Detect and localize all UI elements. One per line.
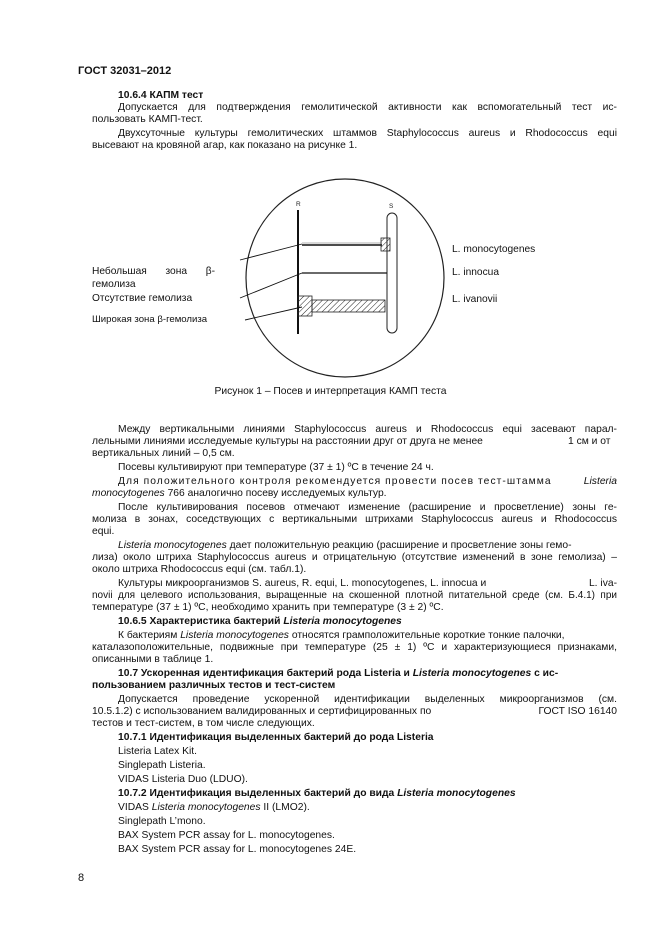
text-run: лельными линиями исследуемые культуры на расстоянии друг от друга не менее — [92, 436, 483, 447]
paragraph-line: около штриха Rhodococcus equi (см. табл.1). — [92, 564, 307, 575]
section-10-6-5-title — [118, 616, 617, 628]
list-item — [118, 802, 617, 814]
paragraph-line: novii для целевого использования, выращенные на скошенной плотной питательной среде (см. Б.4.1) при — [92, 590, 617, 601]
text-run: К бактериям — [118, 630, 181, 641]
streak-label-r: R — [296, 201, 301, 208]
paragraph-line: молиза в зонах, соседствующих с вертикальными штрихами Staphylococcus aureus и Rhodococcus — [92, 514, 617, 525]
petri-dish-outline — [246, 179, 444, 377]
figure-label-ivanovii: L. ivanovii — [452, 294, 498, 305]
section-10-7-title — [118, 668, 617, 680]
paragraph-line: Двухсуточные культуры гемолитических штаммов Staphylococcus aureus и Rhodococcus equi — [118, 128, 617, 139]
list-item: Singlepath Listeria. — [118, 760, 206, 771]
small-hemolysis-zone — [381, 238, 390, 251]
text-run: Для положительного контроля рекомендуется провести посев тест-штамма — [118, 476, 552, 487]
text-run: Listeria monocytogenes — [397, 788, 516, 799]
paragraph-line: equi. — [92, 526, 115, 537]
text-run: Listeria monocytogenes — [283, 616, 402, 627]
text-run: Listeria monocytogenes — [118, 540, 227, 551]
text-run: VIDAS — [118, 802, 152, 813]
text-run: 1 см и от — [568, 436, 611, 447]
figure-label-wide-zone: Широкая зона β-гемолиза — [92, 314, 208, 325]
text-run: 10.6.5 Характеристика бактерий — [118, 616, 284, 627]
paragraph-line: описанными в таблице 1. — [92, 654, 214, 665]
paragraph-line: вертикальных линий – 0,5 см. — [92, 448, 235, 459]
paragraph-line — [118, 476, 617, 488]
ivanovii-culture-band — [312, 300, 385, 312]
paragraph-line: Допускается проведение ускоренной идентификации выделенных микроорганизмов (см. — [118, 694, 617, 705]
staphylococcus-streak — [387, 213, 397, 333]
text-run: относятся грамположительные короткие тонкие палочки, — [288, 630, 565, 641]
paragraph-line — [92, 488, 617, 500]
figure-label-innocua: L. innocua — [452, 267, 500, 278]
figure-label-small-zone-cont: гемолиза — [92, 279, 136, 290]
paragraph-line: каталазоположительные, подвижные при температуре (25 ± 1) ºС и характеризующиеся признаками, — [92, 642, 617, 653]
list-item: Listeria Latex Kit. — [118, 746, 197, 757]
list-item: Singlepath L’mono. — [118, 816, 206, 827]
paragraph-line: лиза) около штриха Staphylococcus aureus и отрицательную (отсутствие изменений в зоне гемолиза) – — [92, 552, 617, 563]
paragraph-line — [92, 436, 617, 448]
document-header: ГОСТ 32031–2012 — [78, 65, 172, 77]
figure-label-monocytogenes: L. monocytogenes — [452, 244, 536, 255]
figure-label-small-zone: Небольшая зона β- — [92, 266, 215, 277]
streak-label-s: S — [389, 203, 394, 210]
list-item: VIDAS Listeria Duo (LDUO). — [118, 774, 248, 785]
text-run: ІІ (LMO2). — [260, 802, 310, 813]
text-run: ГОСТ ISO 16140 — [538, 706, 617, 717]
paragraph-line: пользовать КАМП-тест. — [92, 114, 203, 125]
paragraph-line — [118, 540, 617, 552]
section-10-7-title-cont: пользованием различных тестов и тест-систем — [92, 680, 336, 691]
paragraph-line: высевают на кровяной агар, как показано на рисунке 1. — [92, 140, 358, 151]
paragraph-line: Между вертикальными линиями Staphylococcus aureus и Rhodococcus equi засевают парал- — [118, 424, 617, 435]
text-run: 10.7 Ускоренная идентификация бактерий рода Listeria и — [118, 668, 413, 679]
pointer-line — [240, 273, 302, 298]
text-run: L. iva- — [588, 578, 617, 589]
paragraph-line — [118, 630, 617, 642]
page-number: 8 — [78, 872, 85, 884]
text-run: Listeria — [583, 476, 617, 487]
text-run: с ис- — [531, 668, 559, 679]
section-10-7-1-title: 10.7.1 Идентификация выделенных бактерий до рода Listeria — [118, 732, 434, 743]
figure-caption: Рисунок 1 – Посев и интерпретация КАМП теста — [214, 386, 447, 397]
text-run: Listeria monocytogenes — [180, 630, 289, 641]
paragraph-line — [92, 706, 617, 718]
text-run: Listeria monocytogenes — [151, 802, 261, 813]
text-run: дает положительную реакцию (расширение и просветление зоны гемо- — [226, 540, 572, 551]
list-item: BAX System PCR assay for L. monocytogenes. — [118, 830, 335, 841]
text-run: Культуры микроорганизмов S. aureus, R. equi, L. monocytogenes, L. innocua и — [118, 578, 487, 589]
section-10-7-2-title — [118, 788, 617, 800]
text-run: monocytogenes — [92, 488, 165, 499]
paragraph-line — [118, 578, 617, 590]
paragraph-line: Допускается для подтверждения гемолитической активности как вспомогательный тест ис- — [118, 102, 617, 113]
paragraph-line: После культивирования посевов отмечают изменение (расширение и просветление) зоны ге- — [118, 502, 617, 513]
text-run: 10.7.2 Идентификация выделенных бактерий до вида — [118, 788, 398, 799]
paragraph-line: Посевы культивируют при температуре (37 ± 1) ºС в течение 24 ч. — [118, 462, 434, 473]
figure-label-no-hemolysis: Отсутствие гемолиза — [92, 293, 193, 304]
list-item: BAX System PCR assay for L. monocytogenes 24E. — [118, 844, 357, 855]
paragraph-line: температуре (37 ± 1) ºС, необходимо хранить при температуре (3 ± 2) ºС. — [92, 602, 444, 613]
pointer-line — [245, 307, 302, 320]
wide-hemolysis-zone — [298, 296, 312, 316]
paragraph-line: тестов и тест-систем, в том числе следующих. — [92, 718, 315, 729]
section-10-6-4-title: 10.6.4 КАПМ тест — [118, 90, 204, 101]
text-run: 10.5.1.2) с использованием валидированных и сертифицированных по — [92, 706, 432, 717]
text-run: Listeria monocytogenes — [412, 668, 532, 679]
text-run: 766 аналогично посеву исследуемых культур. — [164, 488, 387, 499]
